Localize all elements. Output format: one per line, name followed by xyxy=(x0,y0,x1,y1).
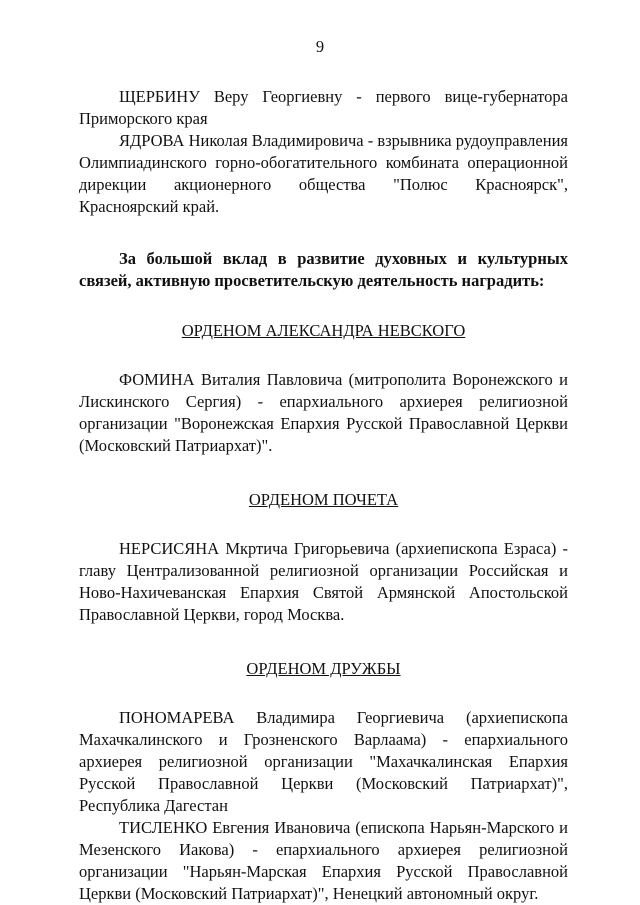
award-entry: ТИСЛЕНКО Евгения Ивановича (епископа Нарьян-Марского и Мезенского Иакова) - епархиального архиерея религиозной организации "Нарьян-Марская Епархия Русской Православной Церкви (Московский Патриархат)", Ненецкий автономный округ. xyxy=(79,818,568,903)
order-heading-friendship: ОРДЕНОМ ДРУЖБЫ xyxy=(246,659,401,678)
award-entry: ПОНОМАРЕВА Владимира Георгиевича (архиепископа Махачкалинского и Грозненского Варлаама) - епархиального архиерея религиозной организации "Махачкалинская Епархия Русской Православной Церкви (Московский Патриархат)", Республика Дагестан xyxy=(79,708,568,815)
document-body xyxy=(79,86,568,905)
page-number: 9 xyxy=(315,37,325,56)
award-entry: ЯДРОВА Николая Владимировича - взрывника рудоуправления Олимпиадинского горно-обогатительного комбината операционной дирекции акционерного общества "Полюс Красноярск", Красноярский край. xyxy=(79,131,568,216)
award-entry: ФОМИНА Виталия Павловича (митрополита Воронежского и Лискинского Сергия) - епархиального архиерея религиозной организации "Воронежская Епархия Русской Православной Церкви (Московский Патриархат)". xyxy=(79,370,568,455)
order-heading-honor: ОРДЕНОМ ПОЧЕТА xyxy=(248,490,399,509)
order-heading-alexander-nevsky: ОРДЕНОМ АЛЕКСАНДРА НЕВСКОГО xyxy=(181,321,466,340)
award-entry: ЩЕРБИНУ Веру Георгиевну - первого вице-губернатора Приморского края xyxy=(79,87,568,128)
award-entry: НЕРСИСЯНА Мкртича Григорьевича (архиепископа Езраса) - главу Централизованной религиозной организации Российская и Ново-Нахичеванская Епархия Святой Армянской Апостольской Православной Церкви, город Москва. xyxy=(79,539,568,624)
award-lead-text: За большой вклад в развитие духовных и культурных связей, активную просветительскую деятельность наградить: xyxy=(79,249,568,290)
